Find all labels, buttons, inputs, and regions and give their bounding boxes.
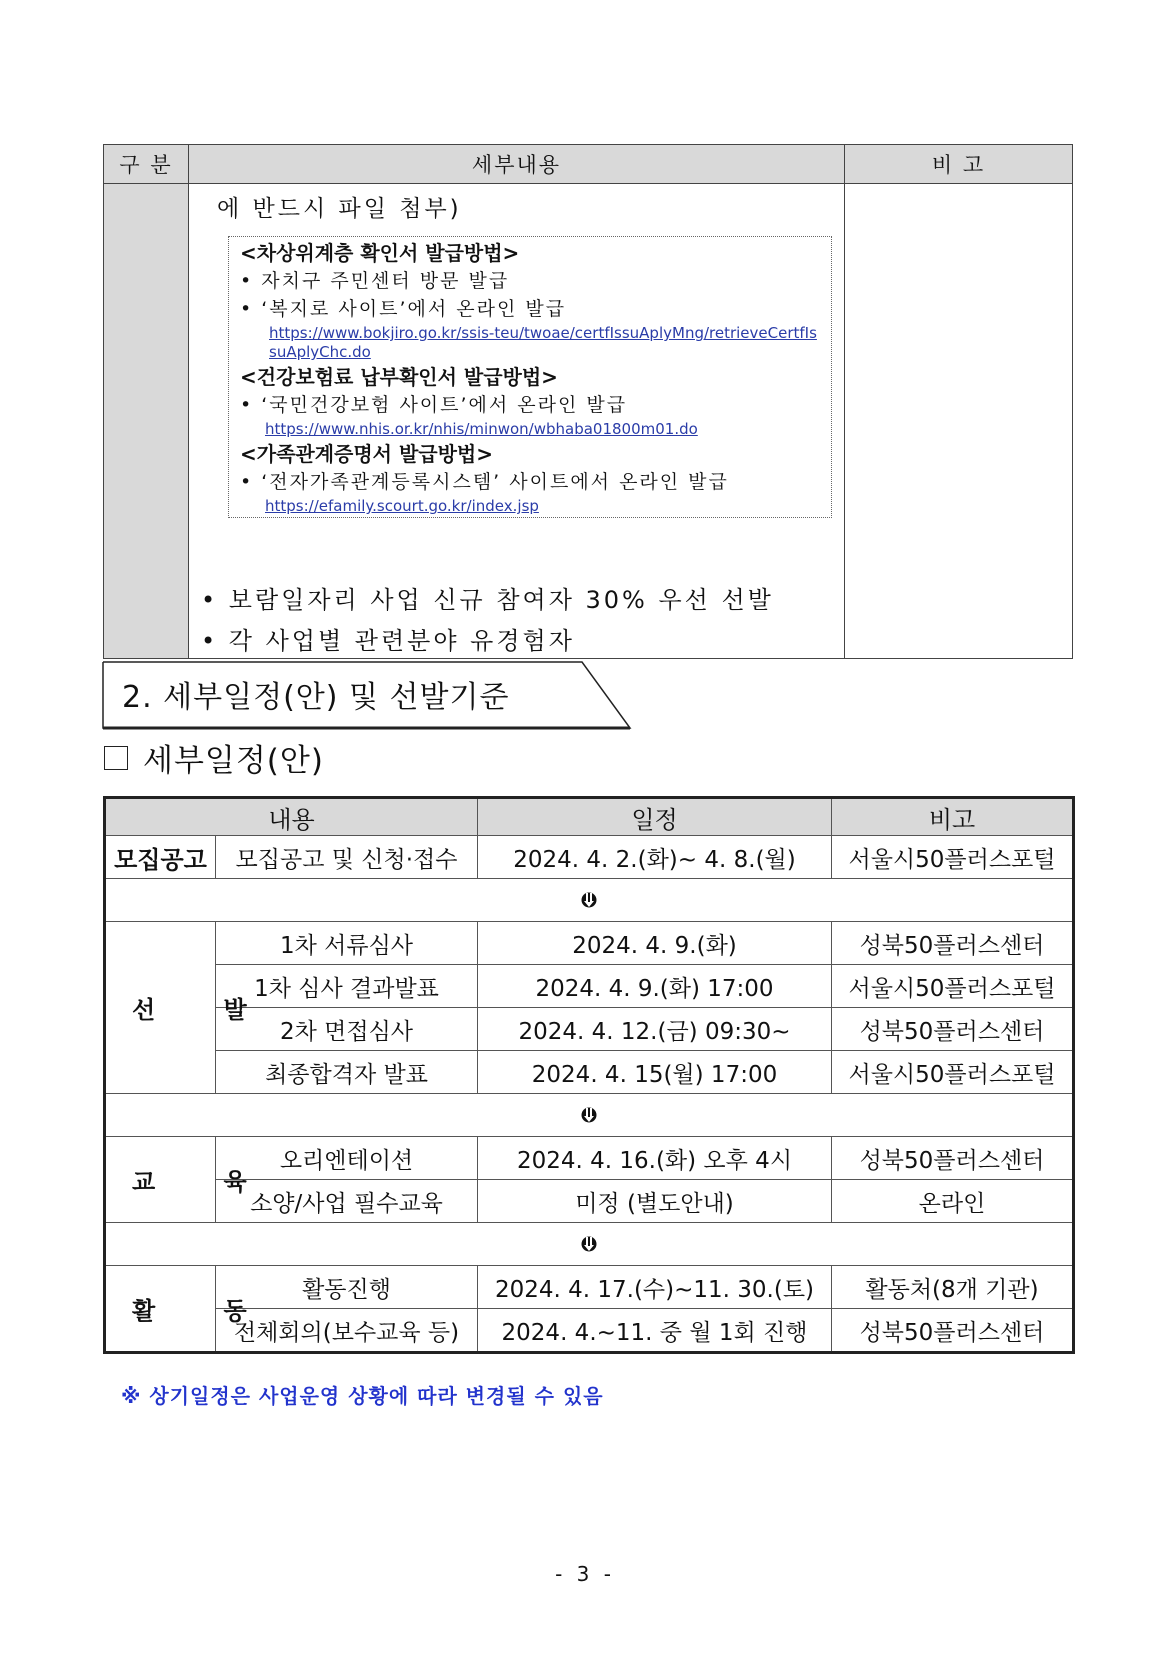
header-content: 내용 [105,798,478,836]
item-cell: 최종합격자 발표 [216,1051,478,1094]
item-cell: 소양/사업 필수교육 [216,1180,478,1223]
checkbox-square-icon [104,746,128,770]
date-cell: 2024. 4.~11. 중 월 1회 진행 [478,1309,832,1353]
header-schedule: 일정 [478,798,832,836]
table-row [105,836,1074,879]
category-activity: 활 동 [105,1266,216,1353]
nhis-link[interactable]: https://www.nhis.or.kr/nhis/minwon/wbhaba01800m01.do [265,420,698,438]
method-heading: <건강보험료 납부확인서 발급방법> [240,365,558,389]
note-cell: 서울시50플러스포털 [832,836,1074,879]
item-cell: 1차 심사 결과발표 [216,965,478,1008]
date-cell: 2024. 4. 17.(수)~11. 30.(토) [478,1266,832,1309]
table-row [104,184,1073,659]
table-row [105,1309,1074,1353]
date-cell: 2024. 4. 9.(화) [478,922,832,965]
arrow-row [105,1223,1074,1266]
bullet-item: • 보람일자리 사업 신규 참여자 30% 우선 선발 [201,586,774,614]
table-header-row [104,145,1073,184]
schedule-table [103,796,1075,1354]
date-cell: 미정 (별도안내) [478,1180,832,1223]
bokjiro-link-cont[interactable]: suAplyChc.do [269,343,371,361]
section-title: 2. 세부일정(안) 및 선발기준 [122,680,510,715]
down-arrow-icon [581,890,597,910]
header-remarks: 비 고 [845,145,1073,184]
down-arrow-icon [581,1105,597,1125]
note-cell: 성북50플러스센터 [832,922,1074,965]
list-item: • ‘복지로 사이트’에서 온라인 발급 [240,298,567,320]
date-cell: 2024. 4. 2.(화)~ 4. 8.(월) [478,836,832,879]
schedule-change-note: ※ 상기일정은 사업운영 상황에 따라 변경될 수 있음 [121,1384,604,1408]
note-cell: 서울시50플러스포털 [832,965,1074,1008]
category-recruit: 모집공고 [105,836,216,879]
issuance-methods-box [228,236,832,518]
remarks-cell [845,184,1073,659]
bullet-item: • 각 사업별 관련분야 유경험자 [201,627,575,655]
category-cell [104,184,189,659]
item-cell: 전체회의(보수교육 등) [216,1309,478,1353]
header-category: 구 분 [104,145,189,184]
arrow-row [105,879,1074,922]
date-cell: 2024. 4. 12.(금) 09:30~ [478,1008,832,1051]
efamily-link[interactable]: https://efamily.scourt.go.kr/index.jsp [265,497,539,515]
down-arrow-icon [581,1234,597,1254]
table-header-row [105,798,1074,836]
item-cell: 활동진행 [216,1266,478,1309]
item-cell: 2차 면접심사 [216,1008,478,1051]
note-cell: 활동처(8개 기관) [832,1266,1074,1309]
note-cell: 성북50플러스센터 [832,1309,1074,1353]
table-row [105,1051,1074,1094]
list-item: • 자치구 주민센터 방문 발급 [240,270,510,292]
page-number: - 3 - [555,1562,615,1586]
date-cell: 2024. 4. 16.(화) 오후 4시 [478,1137,832,1180]
item-cell: 1차 서류심사 [216,922,478,965]
bokjiro-link[interactable]: https://www.bokjiro.go.kr/ssis-teu/twoae/certfIssuAplyMng/retrieveCertfIs [269,324,817,342]
date-cell: 2024. 4. 15(월) 17:00 [478,1051,832,1094]
table-row [105,1266,1074,1309]
category-education: 교 육 [105,1137,216,1223]
list-item: • ‘전자가족관계등록시스템’ 사이트에서 온라인 발급 [240,471,729,493]
header-details: 세부내용 [189,145,845,184]
table-row [105,1137,1074,1180]
item-cell: 모집공고 및 신청·접수 [216,836,478,879]
continuation-text: 에 반드시 파일 첨부) [217,196,462,222]
list-item: • ‘국민건강보험 사이트’에서 온라인 발급 [240,394,628,416]
note-cell: 성북50플러스센터 [832,1137,1074,1180]
category-selection: 선 발 [105,922,216,1094]
method-heading: <가족관계증명서 발급방법> [240,442,493,466]
table-row [105,1180,1074,1223]
table-row [105,922,1074,965]
subsection-title: 세부일정(안) [143,743,324,779]
note-cell: 서울시50플러스포털 [832,1051,1074,1094]
note-cell: 온라인 [832,1180,1074,1223]
note-cell: 성북50플러스센터 [832,1008,1074,1051]
method-heading: <차상위계층 확인서 발급방법> [240,241,520,265]
date-cell: 2024. 4. 9.(화) 17:00 [478,965,832,1008]
arrow-row [105,1094,1074,1137]
header-remarks: 비고 [832,798,1074,836]
requirements-table [103,144,1073,659]
details-cell [189,184,845,659]
item-cell: 오리엔테이션 [216,1137,478,1180]
